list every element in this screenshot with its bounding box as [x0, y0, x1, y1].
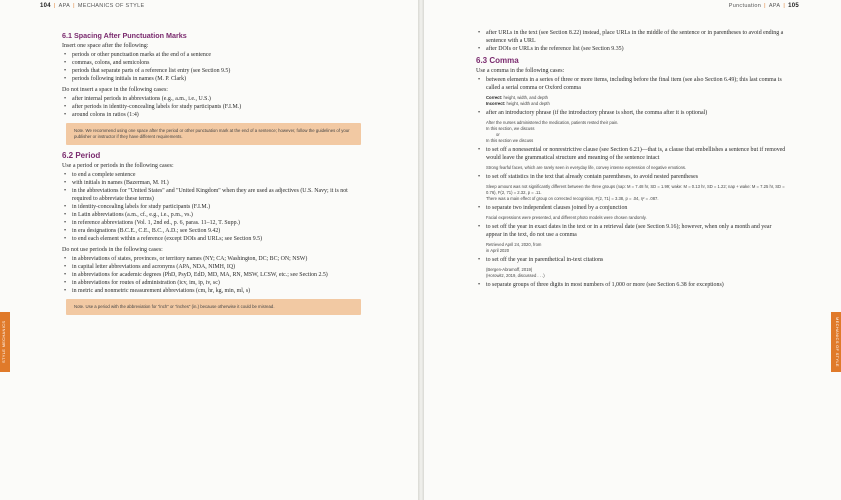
right-side-tab [831, 312, 841, 372]
section-6-2-list2 [62, 255, 362, 295]
list-item: • periods that separate parts of a reference list entry (see Section 9.5) [62, 67, 362, 75]
section-6-3-list [476, 146, 786, 162]
left-running-title: MECHANICS OF STYLE [77, 3, 145, 9]
example-text: (Horowitz, 2019, discussed . . .) [486, 273, 545, 278]
example-text: Strong fearful faces, which are rarely seen in everyday life, convey intense expression of negative emotions. [486, 165, 687, 170]
section-6-1-list2 [62, 95, 362, 119]
example-text: Facial expressions were presented, and different photo models were chosen randomly. [486, 215, 647, 220]
section-6-2-list [62, 171, 362, 243]
example-block [476, 165, 786, 171]
section-6-3-list [476, 204, 786, 212]
list-item: • periods following initials in names (M. P. Clark) [62, 75, 362, 83]
section-6-2-note: Note. Use a period with the abbreviation for "inch" or "inches" (in.) because otherwise it could be misread. [66, 299, 361, 315]
example-text: There was a main effect of group on corrected recognition, F(2, 71) = 3.38, p = .04, η² = .087. [486, 196, 659, 201]
example-text: Retrieved April 24, 2020, from [486, 242, 542, 247]
list-item: • after URLs in the text (see Section 8.22) instead, place URLs in the middle of the sentence or in parentheses to avoid ending a sentence with a URL [476, 29, 786, 45]
right-running-head: Punctuation | APA | 105 [728, 3, 799, 9]
section-6-3-list [476, 256, 786, 264]
list-item: • in metric and nonmetric measurement abbreviations (cm, hr, kg, min, ml, s) [62, 287, 362, 295]
section-6-3-intro: Use a comma in the following cases: [476, 68, 565, 74]
list-item: • to set off the year in parenthetical in-text citations [476, 256, 786, 264]
left-page-number: 104 [40, 3, 51, 9]
list-item: • to set off the year in exact dates in the text or in a retrieval date (see Section 9.16); however, when only a month and year appear in the text, do not use a comma [476, 223, 786, 239]
section-6-3-list [476, 223, 786, 239]
example-block [476, 120, 786, 144]
list-item: • in capital letter abbreviations and acronyms (APA, NDA, NIMH, IQ) [62, 263, 362, 271]
section-6-1-intro2: Do not insert a space in the following cases: [62, 87, 168, 93]
right-running-title: Punctuation [728, 3, 762, 9]
list-item: • in abbreviations for academic degrees (PhD, PsyD, EdD, MD, MA, RN, MSW, LCSW, etc.; see Section 2.5) [62, 271, 362, 279]
list-item: • after an introductory phrase (if the introductory phrase is short, the comma after it is optional) [476, 109, 786, 117]
list-item: • after internal periods in abbreviations (e.g., a.m., i.e., U.S.) [62, 95, 362, 103]
left-page-content [62, 28, 362, 321]
example-text: or [496, 132, 500, 137]
list-item: • to separate two independent clauses joined by a conjunction [476, 204, 786, 212]
example-text: After the nurses administered the medication, patients rested their pain. [486, 120, 619, 125]
example-block [476, 242, 786, 254]
right-apa-mark: APA [768, 3, 781, 9]
list-item: • in abbreviations of states, provinces, or territory names (NY; CA; Washington, DC; BC; ON; NSW) [62, 255, 362, 263]
list-item: • around colons in ratios (1:4) [62, 111, 362, 119]
list-item: • after DOIs or URLs in the reference list (see Section 9.35) [476, 45, 786, 53]
example-text: in April 2020 [486, 248, 510, 253]
left-side-tab-label: STYLE MECHANICS [1, 320, 6, 364]
right-page-number: 105 [788, 3, 799, 9]
list-item: • to set off a nonessential or nonrestrictive clause (see Section 6.21)—that is, a clause that embellishes a sentence but if removed would leave the grammatical structure and meaning of the sentence intact [476, 146, 786, 162]
list-item: • in identity-concealing labels for study participants (F.I.M.) [62, 203, 362, 211]
right-page-content [476, 28, 786, 292]
list-item: • in reference abbreviations (Vol. 1, 2nd ed., p. 6, paras. 11–12, T. Supp.) [62, 219, 362, 227]
example-text: (Bergen-Abramoff, 2019) [486, 267, 533, 272]
example-block [476, 267, 786, 279]
right-page [424, 0, 841, 500]
section-6-1-list [62, 51, 362, 83]
list-item: • between elements in a series of three or more items, including before the final item (see also Section 6.49); this last comma is called a serial comma or Oxford comma [476, 76, 786, 92]
list-item: • to end a complete sentence [62, 171, 362, 179]
example-text: In this section, we discuss [486, 126, 535, 131]
example-block [476, 184, 786, 202]
section-6-3-list [476, 173, 786, 181]
right-side-tab-label: MECHANICS OF STYLE [835, 317, 840, 367]
list-item: • to end each element within a reference (except DOIs and URLs; see Section 9.5) [62, 235, 362, 243]
example-label: Incorrect: [486, 101, 506, 106]
section-6-2-intro: Use a period or periods in the following cases: [62, 163, 174, 169]
example-text: In this section we discuss [486, 138, 534, 143]
section-6-3-heading: 6.3 Comma [476, 56, 519, 65]
section-6-3-list [476, 109, 786, 117]
section-6-2-intro2: Do not use periods in the following cases: [62, 247, 163, 253]
list-item: • commas, colons, and semicolons [62, 59, 362, 67]
left-page [0, 0, 418, 500]
list-item: • after periods in identity-concealing labels for study participants (F.I.M.) [62, 103, 362, 111]
list-item: • in the abbreviations for "United States" and "United Kingdom" when they are used as adjectives (U.S. Navy; it is not required to abbreviate these terms) [62, 187, 362, 203]
list-item: • in abbreviations for routes of administration (icv, im, ip, iv, sc) [62, 279, 362, 287]
example-text: Sleep amount was not significantly different between the three groups (nap: M = 7.48 hr, SD = 1.99; wake: M = 0.13 hr, SD = 1.22; nap + wake: M = 7.25 hr, SD = 0.76), F(2, 71) = 2.32, p = .11. [486, 184, 785, 195]
example-block [476, 215, 786, 221]
left-apa-mark: APA [58, 3, 71, 9]
list-item: • in Latin abbreviations (a.m., cf., e.g., i.e., p.m., vs.) [62, 211, 362, 219]
list-item: • in era designations (B.C.E., C.E., B.C., A.D.; see Section 9.42) [62, 227, 362, 235]
section-6-1-note: Note. We recommend using one space after the period or other punctuation mark at the end of a sentence; however, follow the guidelines of your publisher or instructor if they have different requirements. [66, 123, 361, 145]
list-item: • to separate groups of three digits in most numbers of 1,000 or more (see Section 6.38 for exceptions) [476, 281, 786, 289]
section-6-1-intro: Insert one space after the following: [62, 43, 149, 49]
section-6-3-list [476, 281, 786, 289]
list-item: • to set off statistics in the text that already contain parentheses, to avoid nested parentheses [476, 173, 786, 181]
continued-list [476, 29, 786, 53]
example-text: height, width, and depth [503, 95, 548, 100]
example-text: height, width and depth [506, 101, 550, 106]
list-item: • periods or other punctuation marks at the end of a sentence [62, 51, 362, 59]
list-item: • with initials in names (Bazerman, M. H.) [62, 179, 362, 187]
section-6-2-heading: 6.2 Period [62, 151, 101, 160]
left-side-tab [0, 312, 10, 372]
left-running-head: 104 | APA | MECHANICS OF STYLE [40, 3, 145, 9]
section-6-3-list [476, 76, 786, 92]
section-6-1-heading: 6.1 Spacing After Punctuation Marks [62, 31, 187, 40]
example-label: Correct: [486, 95, 503, 100]
example-block [476, 95, 786, 107]
